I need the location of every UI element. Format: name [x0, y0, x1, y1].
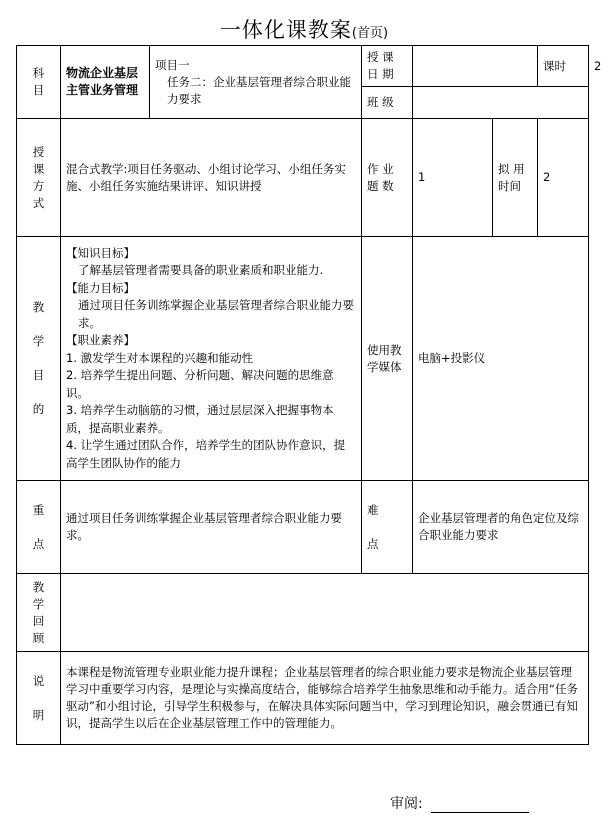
teach-date-label: 授 课 日 期 — [362, 46, 413, 87]
planned-time-value: 2 — [538, 119, 589, 237]
subject-label: 科 目 — [17, 46, 61, 119]
lesson-plan-table: 科 目 物流企业基层主管业务管理 项目一 任务二：企业基层管理者综合职业能力要求 授 课 日 期 课时 2 班 级 授 课 方 式 混合式教学:项目任务驱动、小组讨论学习、小组任务实施、小组任务实施结果讲评、知识讲授 作 业 题 数 1 拟 用 时间 2 教 学 目 的 【知识目标】 了解基层管理者需要具备的职业素质和职业能力. 【能力目标】 通过项目任务训练掌握企业基层管理者综合职业能力要求。 【职业素养】 1. 激发学生对本课程的兴趣和能动性 2. 培养学生提出问题、分析问题、解决问题的思维意识。 3. 培养学生动脑筋的习惯，通过层层深入把握事物本质，提高职业素养。 4. 让学生通过团队合作，培养学生的团队协作意识，提高学生团队协作的能力 使用教学媒体 电脑+投影仪 重 点 通过项目任务训练掌握企业基层管理者综合职业能力要求。 难 点 企业基层管理者的角色定位及综合职业能力要求 教 学 回 顾 说 明 本课程是物流管理专业职业能力提升课程；企业基层管理者的综合职业能力要求是物流企业基层管理学习中重要学习内容，是理论与实操高度结合，能够综合培养学生抽象思维和动手能力。适合用“任务驱动”和小组讨论，引导学生积极参与，在解决具体实际问题当中，学习到理论知识，融会贯通已有知识，提高学生以后在企业基层管理工作中的管理能力。 — [16, 45, 589, 745]
title-sub: (首页) — [351, 26, 389, 41]
review-section-label: 教 学 回 顾 — [17, 574, 61, 652]
key-point-text: 通过项目任务训练掌握企业基层管理者综合职业能力要求。 — [61, 481, 362, 574]
goals-content — [61, 237, 362, 481]
goals-label: 教 学 目 的 — [17, 237, 61, 481]
review-section-content — [61, 574, 589, 652]
difficult-point-text: 企业基层管理者的角色定位及综合职业能力要求 — [413, 481, 589, 574]
key-point-label: 重 点 — [17, 481, 61, 574]
ability-text: 通过项目任务训练掌握企业基层管理者综合职业能力要求。 — [78, 298, 354, 330]
quality-item: 1. 激发学生对本课程的兴趣和能动性 — [66, 350, 254, 365]
ability-title: 【能力目标】 — [66, 280, 135, 295]
project-name: 项目一 — [155, 57, 190, 72]
review-signature-line[interactable] — [431, 798, 529, 813]
quality-item: 3. 培养学生动脑筋的习惯，通过层层深入把握事物本质，提高职业素养。 — [66, 403, 334, 435]
hours-label: 课时 — [538, 46, 589, 87]
quality-title: 【职业素养】 — [66, 333, 135, 348]
page-title — [0, 14, 608, 44]
knowledge-text: 了解基层管理者需要具备的职业素质和职业能力. — [78, 263, 324, 278]
media-label: 使用教学媒体 — [362, 237, 413, 481]
note-text: 本课程是物流管理专业职业能力提升课程；企业基层管理者的综合职业能力要求是物流企业基层管理学习中重要学习内容，是理论与实操高度结合，能够综合培养学生抽象思维和动手能力。适合用“任务驱动”和小组讨论，引导学生积极参与，在解决具体实际问题当中，学习到理论知识，融会贯通已有知识，提高学生以后在企业基层管理工作中的管理能力。 — [61, 652, 589, 745]
class-value — [413, 87, 589, 119]
task-name: 任务二：企业基层管理者综合职业能力要求 — [167, 74, 351, 106]
review-label: 审阅: — [390, 796, 423, 812]
note-label: 说 明 — [17, 652, 61, 745]
quality-item: 2. 培养学生提出问题、分析问题、解决问题的思维意识。 — [66, 368, 334, 400]
task-cell — [150, 46, 362, 119]
review-signature — [390, 793, 529, 813]
method-label: 授 课 方 式 — [17, 119, 61, 237]
homework-label: 作 业 题 数 — [362, 119, 413, 237]
homework-value: 1 — [413, 119, 493, 237]
difficult-point-label: 难 点 — [362, 481, 413, 574]
media-value: 电脑+投影仪 — [413, 237, 589, 481]
method-text: 混合式教学:项目任务驱动、小组讨论学习、小组任务实施、小组任务实施结果讲评、知识讲授 — [61, 119, 362, 237]
course-name: 物流企业基层主管业务管理 — [61, 46, 150, 119]
class-label: 班 级 — [362, 87, 413, 119]
title-main: 一体化课教案 — [219, 18, 352, 42]
knowledge-title: 【知识目标】 — [66, 245, 135, 260]
quality-item: 4. 让学生通过团队合作，培养学生的团队协作意识，提高学生团队协作的能力 — [66, 438, 346, 470]
teach-date-value — [413, 46, 538, 87]
planned-time-label: 拟 用 时间 — [493, 119, 538, 237]
